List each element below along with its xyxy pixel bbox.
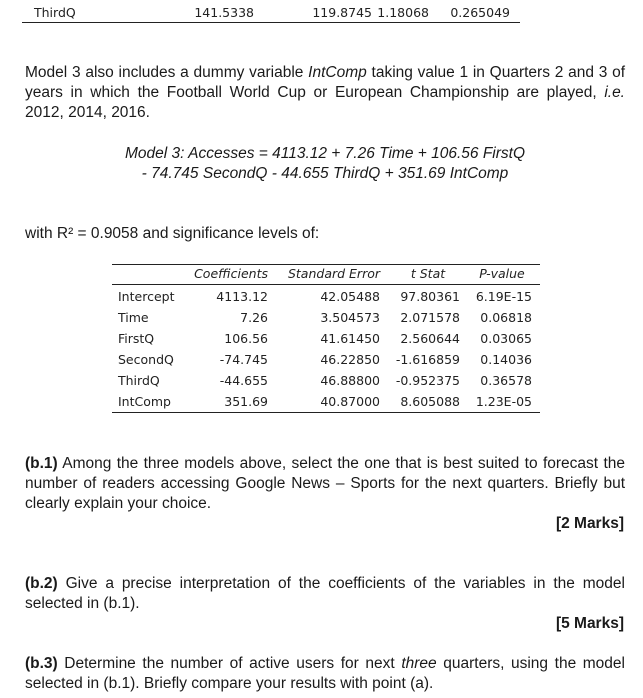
row-label: FirstQ	[118, 331, 155, 346]
row-label: IntComp	[118, 394, 171, 409]
prev-row-coef: 141.5338	[194, 5, 254, 20]
row-coef: 4113.12	[216, 289, 268, 304]
prev-row-t: 1.18068	[377, 5, 429, 20]
intro-paragraph	[25, 63, 625, 123]
row-t: -1.616859	[395, 352, 460, 367]
row-se: 3.504573	[320, 310, 380, 325]
row-p: 0.06818	[480, 310, 532, 325]
question-b2	[25, 574, 625, 614]
r-squared-text: with R² = 0.9058 and significance levels of:	[25, 225, 320, 242]
prev-row-label: ThirdQ	[34, 5, 76, 20]
header-standard-error: Standard Error	[287, 266, 380, 281]
intro-ie: i.e.	[604, 84, 625, 101]
question-b3-text-a: Determine the number of active users for next	[57, 655, 402, 672]
row-p: 0.14036	[480, 352, 532, 367]
row-coef: 7.26	[240, 310, 268, 325]
row-label: ThirdQ	[118, 373, 160, 388]
header-p-value: P-value	[479, 266, 525, 281]
row-coef: -74.745	[219, 352, 268, 367]
row-t: 2.071578	[400, 310, 460, 325]
prev-row-se: 119.8745	[312, 5, 372, 20]
question-b3-text-b: quarters, using the model selected in (b.1). Briefly compare your results with point (a).	[25, 655, 625, 692]
equation-line-2: - 74.745 SecondQ - 44.655 ThirdQ + 351.69 IntComp	[141, 165, 509, 182]
question-b1-marks: [2 Marks]	[555, 515, 624, 532]
row-p: 0.03065	[480, 331, 532, 346]
row-t: -0.952375	[395, 373, 460, 388]
header-coefficients: Coefficients	[194, 266, 268, 281]
table-bottom-rule	[112, 412, 540, 413]
intro-text-2: taking value 1 in Quarters 2 and 3 of years in which the Football World Cup or European Championship are played,	[25, 64, 626, 101]
row-label: Intercept	[118, 289, 175, 304]
row-label: Time	[118, 310, 149, 325]
header-rule	[112, 284, 540, 285]
row-se: 42.05488	[320, 289, 380, 304]
header-t-stat: t Stat	[410, 266, 446, 281]
prev-row-p: 0.265049	[450, 5, 510, 20]
question-b3-emphasis: three	[401, 655, 437, 672]
row-coef: -44.655	[219, 373, 268, 388]
row-se: 46.22850	[320, 352, 380, 367]
intro-text-1: Model 3 also includes a dummy variable	[25, 64, 309, 81]
question-b1-tag: (b.1)	[25, 455, 58, 472]
question-b1-text: Among the three models above, select the one that is best suited to forecast the number of readers accessing Google News – Sports for the next quarters. Briefly but clearly explain your choice.	[25, 455, 625, 512]
question-b2-tag: (b.2)	[25, 575, 58, 592]
question-b2-text: Give a precise interpretation of the coefficients of the variables in the model selected in (b.1).	[25, 575, 625, 612]
question-b1	[25, 454, 625, 514]
question-b2-marks: [5 Marks]	[555, 615, 624, 632]
table-bottom-rule	[22, 22, 520, 23]
row-se: 46.88800	[320, 373, 380, 388]
question-b3	[25, 654, 625, 694]
row-se: 40.87000	[320, 394, 380, 409]
row-coef: 106.56	[224, 331, 268, 346]
model-equation	[25, 144, 625, 184]
row-label: SecondQ	[118, 352, 174, 367]
row-p: 1.23E-05	[475, 394, 532, 409]
row-p: 6.19E-15	[475, 289, 532, 304]
table-top-rule	[112, 264, 540, 265]
row-p: 0.36578	[480, 373, 532, 388]
row-t: 8.605088	[400, 394, 460, 409]
equation-line-1: Model 3: Accesses = 4113.12 + 7.26 Time + 106.56 FirstQ	[124, 145, 526, 162]
row-t: 2.560644	[400, 331, 460, 346]
row-se: 41.61450	[320, 331, 380, 346]
row-coef: 351.69	[224, 394, 268, 409]
question-b3-tag: (b.3)	[25, 655, 58, 672]
row-t: 97.80361	[400, 289, 460, 304]
intro-variable: IntComp	[308, 64, 367, 81]
intro-text-3: 2012, 2014, 2016.	[25, 104, 150, 121]
